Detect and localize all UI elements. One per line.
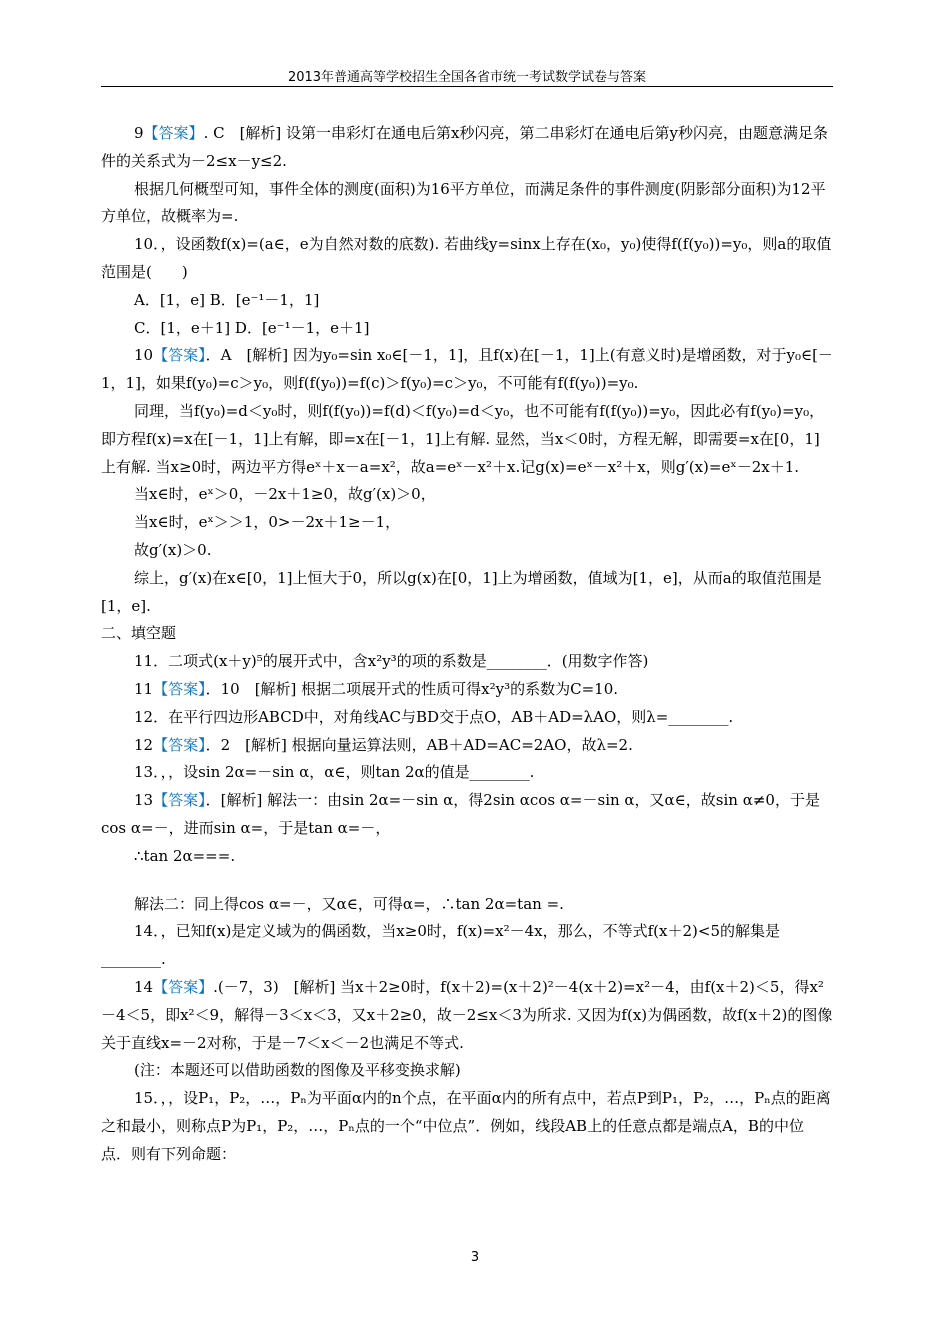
question-number: 11 [134,679,154,698]
paragraph-text: 故g′(x)＞0. [134,540,212,559]
paragraph [101,509,833,537]
answer-marker: 【答案】 [143,124,204,142]
page-number: 3 [470,1250,480,1265]
header-divider [101,86,833,87]
paragraph-text: ．2 [解析] 根据向量运算法则，AB＋AD=AC=2AO，故λ=2. [205,735,633,754]
paragraph-text: ．[解析] 解法一：由sin 2α=－sin α，得2sin αcos α=－sin α，又α∈，故sin α≠0，于是cos α=－，进而sin α=，于是tan α=－， [101,791,820,837]
paragraph [101,287,833,315]
paragraph [101,315,833,343]
paragraph-text: 二、填空题 [101,624,177,643]
paragraph-text: (注：本题还可以借助函数的图像及平移变换求解) [134,1061,461,1080]
paragraph [101,676,833,704]
paragraph [101,176,833,232]
paragraph [101,918,833,974]
paragraph [101,398,833,481]
paragraph-text: 同理，当f(y₀)=d＜y₀时，则f(f(y₀))=f(d)＜f(y₀)=d＜y₀，也不可能有f(f(y₀))=y₀，因此必有f(y₀)=y₀，即方程f(x)=x在[－1，1]上有解，即=x在[－1，1]上有解. 显然，当x＜0时，方程无解，即需要=x在[0，1]上有解. 当x≥0时，两边平方得eˣ＋x－a=x²，故a=eˣ－x²＋x.记g(x)=eˣ－x²＋x，则g′(x)=eˣ－2x＋1. [101,401,825,476]
paragraph-text: A．[1，e] B．[e⁻¹－1，1] [134,290,320,309]
paragraph [101,732,833,760]
answer-marker: 【答案】 [153,977,214,996]
paragraph-text: ∴tan 2α===. [134,846,236,865]
paragraph-text: 根据几何概型可知，事件全体的测度(面积)为16平方单位，而满足条件的事件测度(阴影部分面积)为12平方单位，故概率为=. [101,179,826,226]
question-number: 12 [134,735,154,754]
paragraph-text: 当x∈时，eˣ＞0，－2x＋1≥0，故g′(x)＞0， [134,485,436,504]
paragraph-text: ．A [解析] 因为y₀=sin x₀∈[－1，1]，且f(x)在[－1，1]上(有意义时)是增函数，对于y₀∈[－1，1]，如果f(y₀)=c＞y₀，则f(f(y₀))=f(c)＞f(y₀)=c＞y₀，不可能有f(f(y₀))=y₀. [101,346,833,393]
paragraph [101,1057,833,1085]
paragraph-text: .(－7，3) [解析] 当x＋2≥0时，f(x＋2)=(x＋2)²－4(x＋2)=x²－4，由f(x＋2)＜5，得x²－4＜5，即x²＜9，解得－3＜x＜3，又x＋2≥0，故－2≤x＜3为所求. 又因为f(x)为偶函数，故f(x＋2)的图像关于直线x=－2对称，于是－7＜x＜－2也满足不等式. [101,977,833,1052]
page-header-title: 2013年普通高等学校招生全国各省市统一考试数学试卷与答案 [287,70,647,85]
paragraph [101,620,833,648]
paragraph-text: 11．二项式(x＋y)⁵的展开式中，含x²y³的项的系数是________．(用数字作答) [134,652,649,671]
question-number: 14 [134,977,154,996]
paragraph [101,1085,833,1168]
paragraph [101,759,833,787]
paragraph [101,648,833,676]
paragraph [101,891,833,919]
paragraph [101,843,833,871]
paragraph-text: 当x∈时，eˣ＞＞1，0>－2x＋1≥－1， [134,513,401,532]
paragraph-text: 14．，已知f(x)是定义域为的偶函数，当x≥0时，f(x)=x²－4x，那么，不等式f(x＋2)<5的解集是________. [101,922,781,969]
paragraph-text: . C [解析] 设第一串彩灯在通电后第x秒闪亮，第二串彩灯在通电后第y秒闪亮，由题意满足条件的关系式为－2≤x－y≤2. [101,124,828,170]
paragraph-text: ．10 [解析] 根据二项展开式的性质可得x²y³的系数为C=10. [205,679,619,698]
paragraph-text: 10．，设函数f(x)=(a∈，e为自然对数的底数). 若曲线y=sinx上存在(x₀，y₀)使得f(f(y₀))=y₀，则a的取值范围是( ) [101,235,832,281]
paragraph [101,974,833,1057]
paragraph-text: 15．，，设P₁，P₂，…，Pₙ为平面α内的n个点，在平面α内的所有点中，若点P到P₁，P₂，…，Pₙ点的距离之和最小，则称点P为P₁，P₂，…，Pₙ点的一个“中位点”．例如，线段AB上的任意点都是端点A，B的中位点．则有下列命题： [101,1089,831,1163]
answer-marker: 【答案】 [153,791,206,810]
paragraph-text: C．[1，e＋1] D．[e⁻¹－1，e＋1] [134,318,370,337]
paragraph [101,537,833,565]
paragraph [101,787,833,843]
paragraph-text: 13．，，设sin 2α=－sin α，α∈，则tan 2α的值是________. [134,763,535,782]
paragraph [101,704,833,732]
paragraph-text: 综上，g′(x)在x∈[0，1]上恒大于0，所以g(x)在[0，1]上为增函数，值域为[1，e]，从而a的取值范围是[1，e]. [101,568,822,615]
document-body [101,120,833,1168]
paragraph [101,231,833,287]
answer-marker: 【答案】 [153,346,206,365]
paragraph-text: 12．在平行四边形ABCD中，对角线AC与BD交于点O，AB＋AD=λAO，则λ=________. [134,707,734,726]
paragraph-text: 解法二：同上得cos α=－，又α∈，可得α=，∴tan 2α=tan =. [134,894,564,913]
paragraph [101,342,833,398]
answer-marker: 【答案】 [153,679,206,698]
paragraph [101,565,833,621]
question-number: 9 [134,124,144,142]
question-number: 10 [134,346,154,365]
paragraph [101,481,833,509]
paragraph [101,120,833,176]
question-number: 13 [134,791,154,810]
answer-marker: 【答案】 [153,735,206,754]
